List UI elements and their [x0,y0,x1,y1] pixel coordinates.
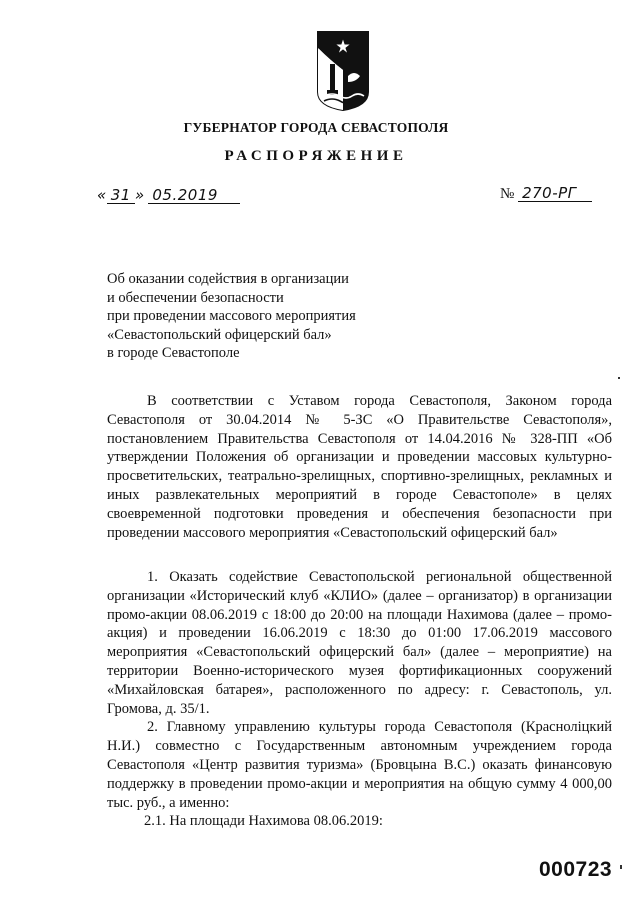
orders-section [107,568,612,831]
number-value: 270-РГ [518,186,592,202]
document-subject [107,270,356,363]
date-month-year: 05.2019 [148,188,240,204]
scan-speck [618,377,620,379]
subject-line: при проведении массового мероприятия [107,308,356,325]
preamble-section [107,392,612,542]
form-serial-number: 000723 [539,858,613,881]
document-type: РАСПОРЯЖЕНИЕ [224,148,408,164]
document-date [97,186,240,205]
order-item-2: 2. Главному управлению культуры города Севастополя (Красноліцкий Н.И.) совместно с Государственным автономным учреждением города Севастополя «Центр развития туризма» (Бровцына В.С.) оказать финансовую поддержку в проведении промо-акции и мероприятия на общую сумму 4 000,00 тыс. руб., а именно: [107,719,612,811]
date-open-quote: « [97,186,107,204]
date-day: 31 [107,188,135,204]
preamble-paragraph: В соответствии с Уставом города Севастополя, Законом города Севастополя от 30.04.2014 № 5-ЗС «О Правительстве Севастополя», постановлением Правительства Севастополя от 14.04.2016 № 328-ПП «Об утверждении Положения об организации и проведении массовых культурно-просветительских, театрально-зрелищных, спортивно-зрелищных, рекламных и иных развлекательных мероприятий в городе Севастополе» в целях своевременной подготовки проведения и обеспечения безопасности при проведении массового мероприятия «Севастопольский офицерский бал» [107,393,612,541]
document-number [500,186,592,203]
number-label: № [500,186,515,202]
order-item-2-1: 2.1. На площади Нахимова 08.06.2019: [144,813,383,830]
order-item-1: 1. Оказать содействие Севастопольской региональной общественной организации «Исторический клуб «КЛИО» (далее – организатор) в организации промо-акции 08.06.2019 с 18:00 до 20:00 на площади Нахимова (далее – промо-акция) и проведении 16.06.2019 с 18:30 до 01:00 17.06.2019 массового мероприятия «Севастопольский офицерский бал» (далее – мероприятие) на территории Военно-исторического музея фортификационных сооружений «Михайловская батарея», расположенного по адресу: г. Севастополь, ул. Громова, д. 35/1. [107,569,612,717]
date-close-quote: » [134,186,145,204]
subject-line: в городе Севастополе [107,345,240,362]
sevastopol-coat-of-arms-icon [316,30,370,112]
subject-line: Об оказании содействия в организации [107,271,349,287]
subject-line: «Севастопольский офицерский бал» [107,326,332,343]
issuer-title: ГУБЕРНАТОР ГОРОДА СЕВАСТОПОЛЯ [183,120,449,135]
subject-line: и обеспечении безопасности [107,289,284,306]
scan-speck [620,865,622,869]
